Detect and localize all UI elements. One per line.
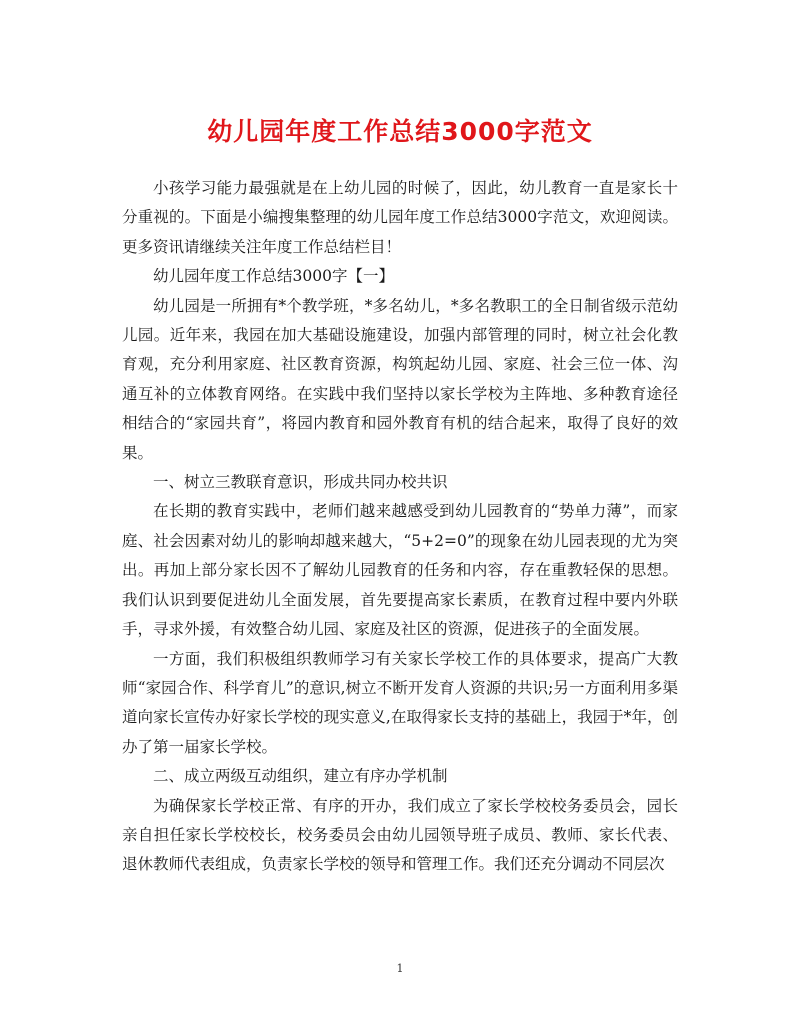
section-heading-1: 幼儿园年度工作总结3000字【一】 (153, 267, 394, 286)
body-paragraph: 幼儿园是一所拥有*个教学班，*多名幼儿，*多名教职工的全日制省级示范幼儿园。近年来，我园在加大基础设施建设，加强内部管理的同时，树立社会化教育观，充分利用家庭、社区教育资源，构筑起幼儿园、家庭、社会三位一体、沟通互补的立体教育网络。在实践中我们坚持以家长学校为主阵地、多种教育途径相结合的“家园共育”，将园内教育和园外教育有机的结合起来，取得了良好的效果。 (122, 296, 678, 462)
body-paragraph: 为确保家长学校正常、有序的开办，我们成立了家长学校校务委员会，园长亲自担任家长学校校长，校务委员会由幼儿园领导班子成员、教师、家长代表、退休教师代表组成，负责家长学校的领导和管理工作。我们还充分调动不同层次 (122, 796, 678, 874)
document-body (122, 174, 678, 880)
subheading-1: 一、树立三教联育意识，形成共同办校共识 (153, 473, 448, 492)
subheading-2: 二、成立两级互动组织，建立有序办学机制 (153, 767, 448, 786)
body-paragraph: 一方面，我们积极组织教师学习有关家长学校工作的具体要求，提高广大教师“家园合作、科学育儿”的意识,树立不断开发育人资源的共识;另一方面利用多渠道向家长宣传办好家长学校的现实意义,在取得家长支持的基础上，我园于*年，创办了第一届家长学校。 (122, 649, 678, 756)
document-title: 幼儿园年度工作总结3000字范文 (207, 117, 593, 146)
page-number: 1 (396, 962, 404, 975)
intro-paragraph: 小孩学习能力最强就是在上幼儿园的时候了，因此，幼儿教育一直是家长十分重视的。下面是小编搜集整理的幼儿园年度工作总结3000字范文，欢迎阅读。更多资讯请继续关注年度工作总结栏目！ (122, 179, 678, 256)
body-paragraph: 在长期的教育实践中，老师们越来越感受到幼儿园教育的“势单力薄”，而家庭、社会因素对幼儿的影响却越来越大，“5+2=0”的现象在幼儿园表现的尤为突出。再加上部分家长因不了解幼儿园教育的任务和内容，存在重教轻保的思想。我们认识到要促进幼儿全面发展，首先要提高家长素质，在教育过程中要内外联手，寻求外援，有效整合幼儿园、家庭及社区的资源，促进孩子的全面发展。 (122, 502, 678, 639)
